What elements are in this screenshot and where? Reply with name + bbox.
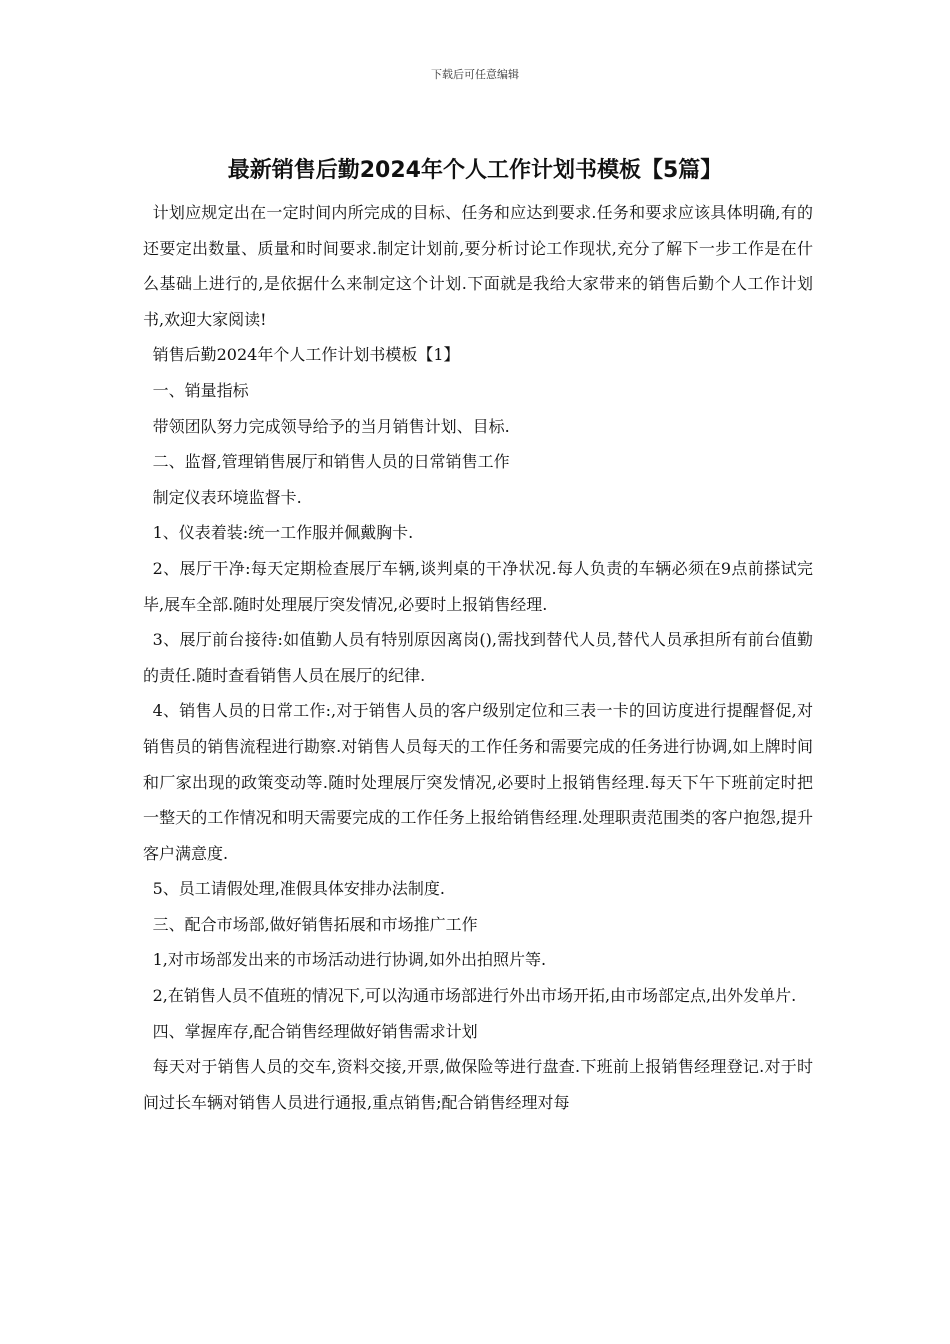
- list-item: 2,在销售人员不值班的情况下,可以沟通市场部进行外出市场开拓,由市场部定点,出外发单片.: [152, 986, 797, 1006]
- paragraph: 制定仪表环境监督卡.: [152, 487, 302, 507]
- document-title: 最新销售后勤2024年个人工作计划书模板【5篇】: [227, 158, 723, 183]
- section-heading-3: 三、配合市场部,做好销售拓展和市场推广工作: [152, 914, 478, 934]
- list-item: 1、仪表着装:统一工作服并佩戴胸卡.: [152, 523, 414, 543]
- section-heading-1: 一、销量指标: [152, 380, 249, 400]
- document-body: [143, 195, 813, 1120]
- list-item: 1,对市场部发出来的市场活动进行协调,如外出拍照片等.: [152, 950, 547, 970]
- list-item: 5、员工请假处理,准假具体安排办法制度.: [152, 879, 445, 899]
- list-item: 4、销售人员的日常工作:,对于销售人员的客户级别定位和三表一卡的回访度进行提醒督促,对销售员的销售流程进行勘察.对销售人员每天的工作任务和需要完成的任务进行协调,如上牌时间和厂家出现的政策变动等.随时处理展厅突发情况,必要时上报销售经理.每天下午下班前定时把一整天的工作情况和明天需要完成的工作任务上报给销售经理.处理职责范围类的客户抱怨,提升客户满意度.: [143, 701, 813, 863]
- section-heading-template-1: 销售后勤2024年个人工作计划书模板【1】: [152, 345, 460, 365]
- page-header: 下载后可任意编辑: [431, 68, 519, 81]
- paragraph: 带领团队努力完成领导给予的当月销售计划、目标.: [152, 416, 510, 436]
- paragraph-intro: 计划应规定出在一定时间内所完成的目标、任务和应达到要求.任务和要求应该具体明确,有的还要定出数量、质量和时间要求.制定计划前,要分析讨论工作现状,充分了解下一步工作是在什么基础上进行的,是依据什么来制定这个计划.下面就是我给大家带来的销售后勤个人工作计划书,欢迎大家阅读!: [143, 203, 813, 329]
- list-item: 2、展厅干净:每天定期检查展厅车辆,谈判桌的干净状况.每人负责的车辆必须在9点前搽试完毕,展车全部.随时处理展厅突发情况,必要时上报销售经理.: [143, 558, 813, 614]
- list-item: 3、展厅前台接待:如值勤人员有特别原因离岗(),需找到替代人员,替代人员承担所有前台值勤的责任.随时查看销售人员在展厅的纪律.: [143, 630, 813, 685]
- paragraph: 每天对于销售人员的交车,资料交接,开票,做保险等进行盘查.下班前上报销售经理登记.对于时间过长车辆对销售人员进行通报,重点销售;配合销售经理对每: [143, 1057, 813, 1112]
- section-heading-4: 四、掌握库存,配合销售经理做好销售需求计划: [152, 1021, 478, 1041]
- section-heading-2: 二、监督,管理销售展厅和销售人员的日常销售工作: [152, 452, 510, 472]
